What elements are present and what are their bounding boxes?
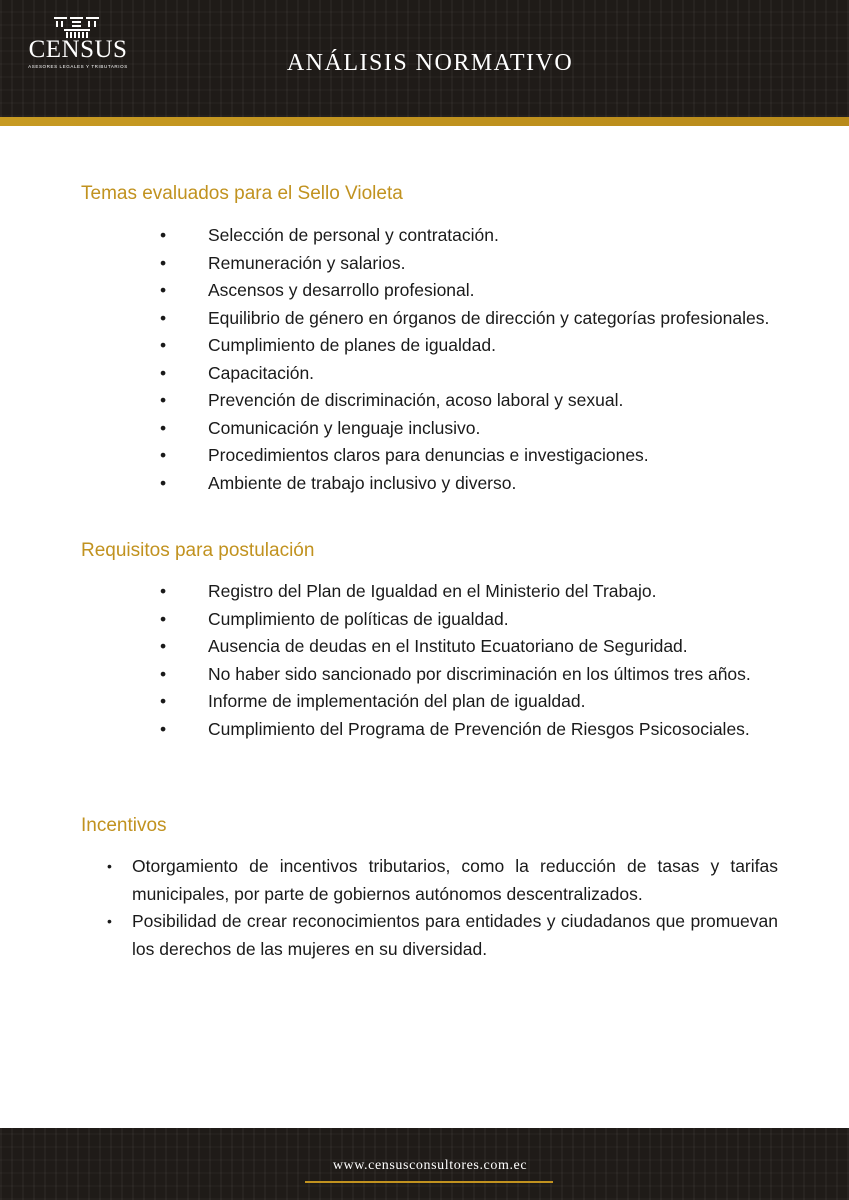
footer-band <box>0 1128 849 1200</box>
document-title: ANÁLISIS NORMATIVO <box>286 50 574 76</box>
list-item: • No haber sido sancionado por discriminación en los últimos tres años. <box>208 661 778 689</box>
list-item: • Ambiente de trabajo inclusivo y diverso. <box>208 470 778 498</box>
footer-gold-underline <box>305 1181 553 1183</box>
list-item: • Ascensos y desarrollo profesional. <box>208 277 778 305</box>
footer-website-link[interactable]: www.censusconsultores.com.ec <box>332 1158 528 1173</box>
section-heading-requisitos: Requisitos para postulación <box>81 540 315 561</box>
census-emblem-icon <box>54 16 100 38</box>
list-item: • Informe de implementación del plan de igualdad. <box>208 688 778 716</box>
header-gold-stripe <box>0 117 849 126</box>
list-item: • Selección de personal y contratación. <box>208 222 778 250</box>
list-item: • Ausencia de deudas en el Instituto Ecuatoriano de Seguridad. <box>208 633 778 661</box>
list-item: • Comunicación y lenguaje inclusivo. <box>208 415 778 443</box>
header-band <box>0 0 849 117</box>
list-item: • Remuneración y salarios. <box>208 250 778 278</box>
list-item: • Prevención de discriminación, acoso laboral y sexual. <box>208 387 778 415</box>
logo-name: CENSUS <box>28 36 128 63</box>
incentivos-list <box>132 853 778 963</box>
section-heading-incentivos: Incentivos <box>81 815 167 836</box>
list-item: • Posibilidad de crear reconocimientos para entidades y ciudadanos que promuevan los derechos de las mujeres en su diversidad. <box>132 908 778 963</box>
section-heading-temas: Temas evaluados para el Sello Violeta <box>81 183 403 204</box>
list-item: • Registro del Plan de Igualdad en el Ministerio del Trabajo. <box>208 578 778 606</box>
list-item: • Procedimientos claros para denuncias e investigaciones. <box>208 442 778 470</box>
temas-list <box>208 222 778 497</box>
list-item: • Otorgamiento de incentivos tributarios, como la reducción de tasas y tarifas municipales, por parte de gobiernos autónomos descentralizados. <box>132 853 778 908</box>
requisitos-list <box>208 578 778 743</box>
list-item: • Cumplimiento de planes de igualdad. <box>208 332 778 360</box>
list-item: • Cumplimiento de políticas de igualdad. <box>208 606 778 634</box>
list-item: • Cumplimiento del Programa de Prevención de Riesgos Psicosociales. <box>208 716 778 744</box>
logo-tagline: ASESORES LEGALES Y TRIBUTARIOS <box>28 64 128 69</box>
list-item: • Capacitación. <box>208 360 778 388</box>
list-item: • Equilibrio de género en órganos de dirección y categorías profesionales. <box>208 305 778 333</box>
